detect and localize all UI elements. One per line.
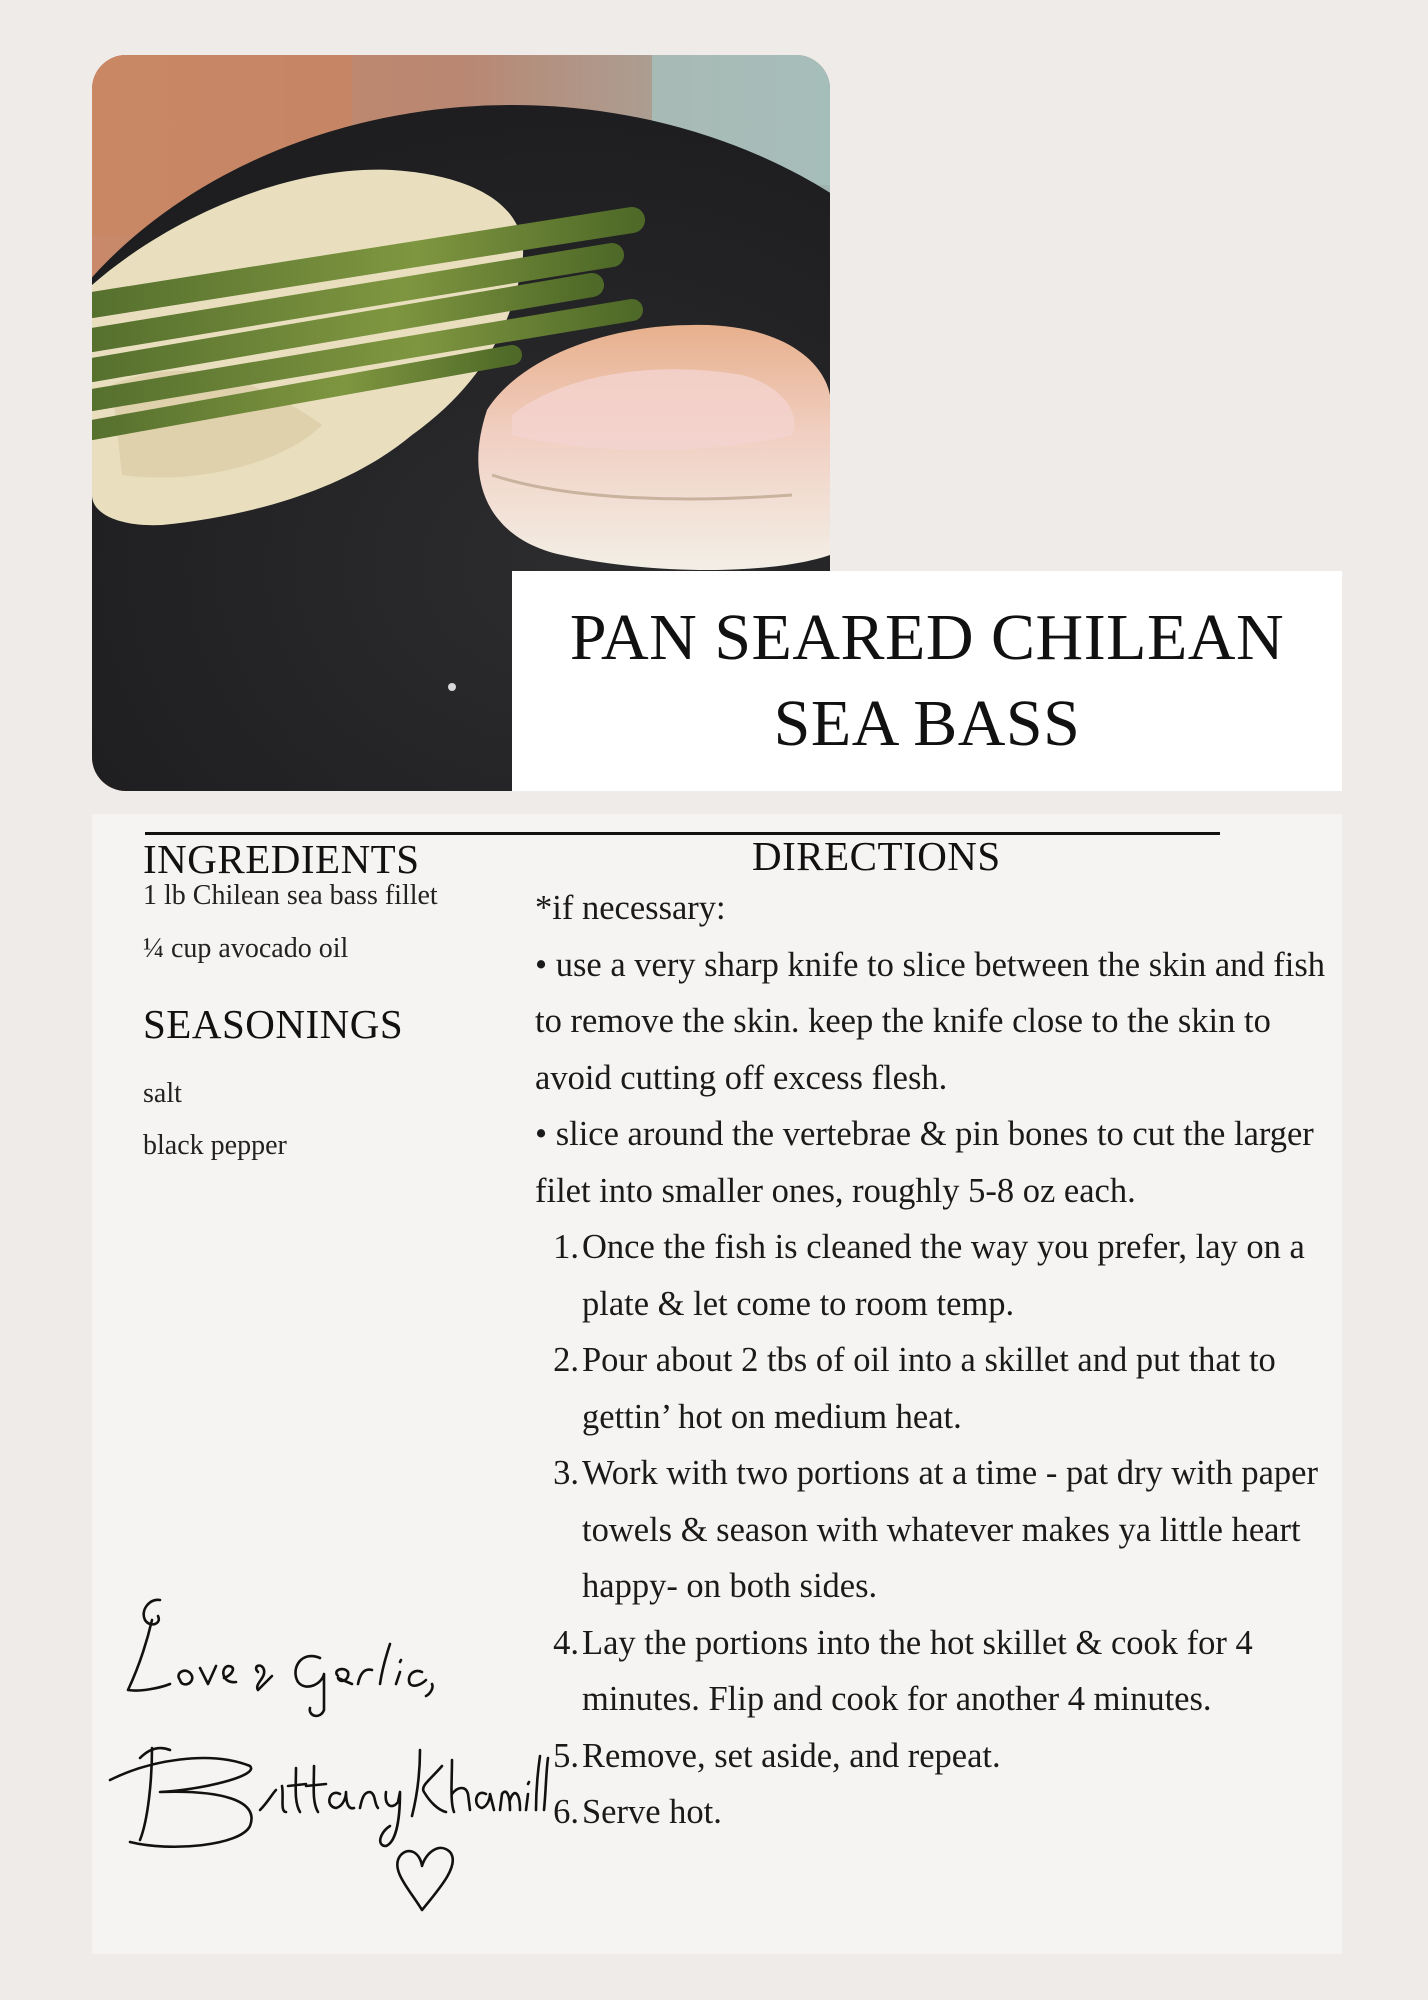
step-number: 4. bbox=[553, 1623, 579, 1662]
signature-drawing bbox=[90, 1580, 550, 1920]
direction-step bbox=[535, 1784, 1335, 1841]
directions-heading: DIRECTIONS bbox=[752, 833, 1001, 879]
step-text: Serve hot. bbox=[582, 1793, 722, 1831]
step-text: Lay the portions into the hot skillet & cook for 4 minutes. Flip and cook for another 4 minutes. bbox=[582, 1623, 1253, 1718]
step-text: Once the fish is cleaned the way you prefer, lay on a plate & let come to room temp. bbox=[582, 1228, 1305, 1323]
title-line-2: SEA BASS bbox=[773, 687, 1081, 760]
recipe-title bbox=[547, 595, 1307, 767]
title-line-1: PAN SEARED CHILEAN bbox=[569, 601, 1285, 674]
ingredients-heading: INGREDIENTS bbox=[143, 836, 420, 882]
direction-step bbox=[535, 1332, 1335, 1445]
seasonings-heading: SEASONINGS bbox=[143, 1001, 404, 1047]
directions-bullet: • use a very sharp knife to slice between the skin and fish to remove the skin. keep the knife close to the skin to avoid cutting off excess flesh. bbox=[535, 945, 1326, 1097]
step-number: 5. bbox=[553, 1736, 579, 1775]
step-number: 2. bbox=[553, 1341, 579, 1379]
ingredient-item: ¼ cup avocado oil bbox=[143, 933, 349, 964]
step-text: Pour about 2 tbs of oil into a skillet and put that to gettin’ hot on medium heat. bbox=[582, 1341, 1276, 1436]
directions-note: *if necessary: bbox=[535, 889, 726, 927]
title-card bbox=[512, 571, 1342, 791]
step-number: 3. bbox=[553, 1454, 579, 1492]
step-text: Remove, set aside, and repeat. bbox=[582, 1736, 1001, 1775]
ingredient-item: 1 lb Chilean sea bass fillet bbox=[143, 880, 438, 911]
directions-bullet: • slice around the vertebrae & pin bones to cut the larger filet into smaller ones, roughly 5-8 oz each. bbox=[535, 1115, 1314, 1210]
direction-step bbox=[535, 1445, 1335, 1615]
step-number: 6. bbox=[553, 1793, 579, 1831]
step-number: 1. bbox=[553, 1228, 579, 1266]
direction-step bbox=[535, 1219, 1335, 1332]
direction-step bbox=[535, 1615, 1335, 1728]
directions-steps bbox=[535, 1219, 1335, 1841]
direction-step bbox=[535, 1728, 1335, 1785]
handwritten-signature bbox=[90, 1580, 550, 1920]
seasoning-item: black pepper bbox=[143, 1130, 287, 1161]
directions-body bbox=[535, 880, 1335, 1841]
seasoning-item: salt bbox=[143, 1078, 182, 1109]
step-text: Work with two portions at a time - pat dry with paper towels & season with whatever makes ya little heart happy- on both sides. bbox=[582, 1454, 1318, 1605]
handwritten-heart-icon bbox=[397, 1848, 453, 1910]
